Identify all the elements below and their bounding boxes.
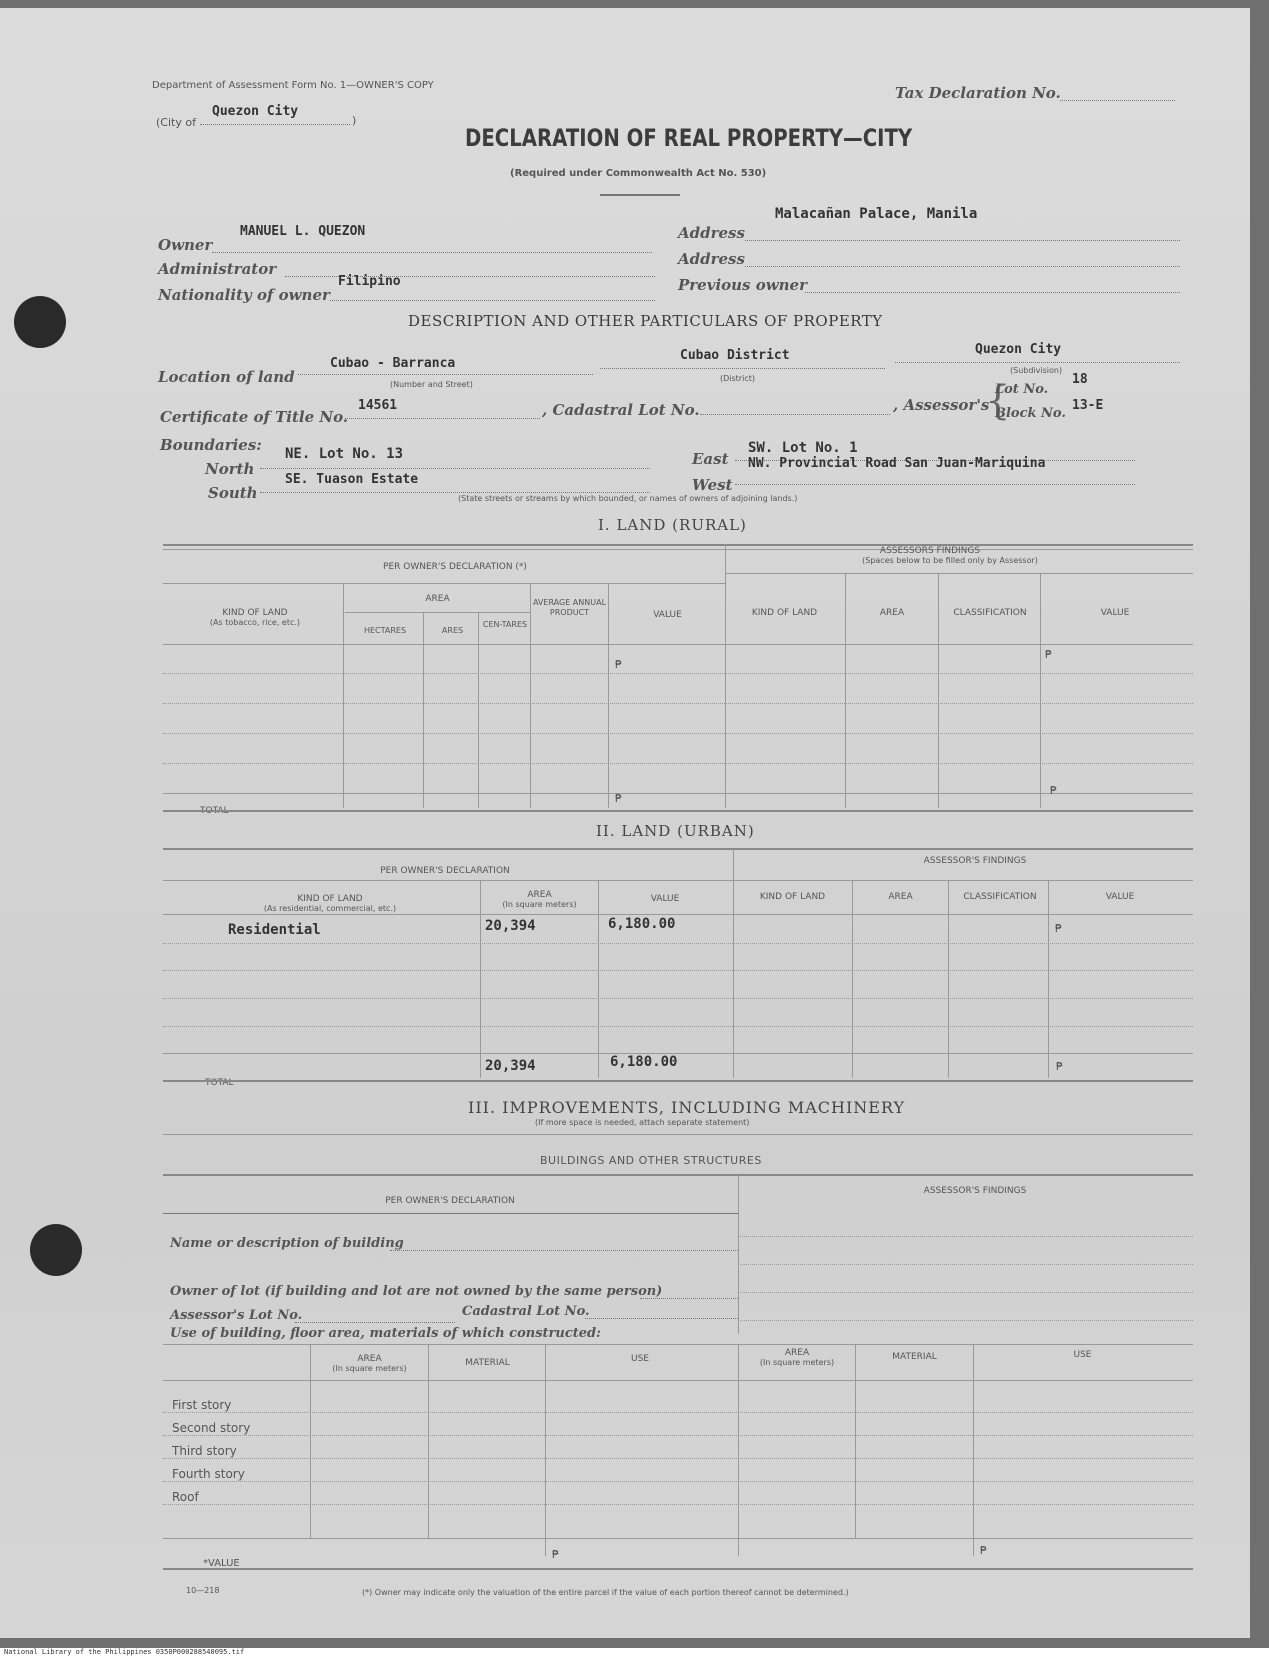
urban-row-value: 6,180.00: [608, 916, 676, 932]
owner-of-lot-label: Owner of lot (if building and lot are not owned by the same person): [170, 1284, 663, 1299]
rural-ares: ARES: [441, 626, 464, 635]
building-cadastral-label: Cadastral Lot No.: [462, 1304, 590, 1319]
description-heading: DESCRIPTION AND OTHER PARTICULARS OF PROPERTY: [408, 312, 883, 330]
rural-assessor: ASSESSORS FINDINGS: [879, 546, 981, 556]
lot-value: 18: [1072, 372, 1088, 387]
use-of-building-label: Use of building, floor area, materials of which constructed:: [170, 1326, 601, 1341]
a-story-material: MATERIAL: [892, 1352, 937, 1362]
rural-area-label: AREA: [425, 594, 450, 604]
title-label: Certificate of Title No.: [160, 408, 349, 426]
rural-value: VALUE: [653, 610, 682, 620]
a-story-area-note: (In square meters): [759, 1358, 835, 1367]
nationality-label: Nationality of owner: [158, 286, 330, 304]
south-label: South: [208, 484, 258, 502]
title-value: 14561: [358, 398, 398, 413]
footnote: (*) Owner may indicate only the valuation of the entire parcel if the value of each portion thereof cannot be determined.): [362, 1588, 849, 1597]
urban-total-value: 6,180.00: [610, 1054, 678, 1070]
street-caption: (Number and Street): [390, 380, 473, 389]
page-title: DECLARATION OF REAL PROPERTY—CITY: [465, 124, 913, 152]
previous-owner-label: Previous owner: [678, 276, 807, 294]
urban-peso-1: ₱: [1055, 922, 1062, 935]
location-label: Location of land: [158, 368, 295, 386]
story-roof: Roof: [172, 1490, 199, 1504]
improvements-owner-decl: PER OWNER'S DECLARATION: [385, 1196, 515, 1206]
rural-assessor-note: (Spaces below to be filled only by Assessor): [862, 556, 1038, 565]
improvements-heading: III. IMPROVEMENTS, INCLUDING MACHINERY: [468, 1098, 906, 1117]
urban-row-area: 20,394: [485, 918, 536, 934]
value-peso-1: ₱: [552, 1548, 559, 1561]
lot-label: Lot No.: [995, 382, 1049, 397]
urban-peso-total: ₱: [1056, 1060, 1063, 1073]
scan-footer: National Library of the Philippines 0350P000288540095.tif: [0, 1648, 1269, 1658]
urban-kind-label: KIND OF LAND: [297, 894, 363, 904]
tax-declaration-label: Tax Declaration No.: [895, 84, 1061, 102]
form-line: Department of Assessment Form No. 1—OWNER'S COPY: [152, 80, 434, 91]
rural-owner-decl: PER OWNER'S DECLARATION (*): [383, 562, 527, 572]
west-value: NW. Provincial Road San Juan-Mariquina: [748, 456, 1046, 471]
improvements-note: (If more space is needed, attach separate statement): [535, 1118, 750, 1127]
address-label: Address: [678, 224, 745, 242]
rural-kind-note: (As tobacco, rice, etc.): [209, 618, 301, 627]
rural-kind-label: KIND OF LAND: [222, 608, 288, 618]
rural-avg-product: AVERAGE ANNUAL PRODUCT: [532, 598, 607, 617]
building-name-label: Name or description of building: [170, 1236, 404, 1251]
south-value: SE. Tuason Estate: [285, 472, 419, 487]
story-first: First story: [172, 1398, 232, 1412]
owner-value: MANUEL L. QUEZON: [240, 224, 366, 239]
rural-centares: CEN-TARES: [482, 620, 528, 629]
story-material: MATERIAL: [465, 1358, 510, 1368]
rural-heading: I. LAND (RURAL): [598, 516, 747, 534]
block-value: 13-E: [1072, 398, 1104, 413]
block-label: Block No.: [995, 406, 1066, 421]
district-value: Cubao District: [680, 348, 790, 363]
address2-label: Address: [678, 250, 745, 268]
a-story-use: USE: [1073, 1350, 1092, 1360]
urban-a-kind: KIND OF LAND: [759, 892, 826, 902]
urban-total-area: 20,394: [485, 1058, 536, 1074]
page-subtitle: (Required under Commonwealth Act No. 530): [510, 168, 767, 179]
east-label: East: [692, 450, 729, 468]
story-third: Third story: [172, 1444, 237, 1458]
urban-area-note: (In square meters): [502, 900, 577, 909]
west-label: West: [692, 476, 733, 494]
nationality-value: Filipino: [338, 274, 401, 289]
story-fourth: Fourth story: [172, 1467, 245, 1481]
value-peso-2: ₱: [980, 1544, 987, 1557]
story-second: Second story: [172, 1421, 251, 1435]
urban-a-class: CLASSIFICATION: [963, 892, 1037, 902]
boundaries-label: Boundaries:: [160, 436, 262, 454]
city-value: Quezon City: [212, 104, 299, 119]
punch-hole-bottom: [30, 1224, 82, 1276]
address-value: Malacañan Palace, Manila: [775, 206, 978, 222]
administrator-label: Administrator: [158, 260, 277, 278]
urban-value: VALUE: [650, 894, 680, 904]
assessors-lot-label: Assessor's Lot No.: [170, 1308, 303, 1323]
value-label: *VALUE: [203, 1558, 240, 1569]
rural-peso-1: ₱: [615, 658, 622, 671]
a-story-area-label: AREA: [784, 1348, 810, 1358]
subdivision-caption: (Subdivision): [1010, 366, 1063, 375]
punch-hole-top: [14, 296, 66, 348]
city-suffix: ): [352, 114, 357, 127]
urban-area-label: AREA: [527, 890, 552, 900]
form-number: 10—218: [186, 1586, 220, 1595]
rural-total-label: TOTAL: [200, 806, 229, 816]
east-value: SW. Lot No. 1: [748, 440, 858, 456]
story-area-note: (In square meters): [332, 1364, 407, 1373]
urban-heading: II. LAND (URBAN): [596, 822, 755, 840]
urban-a-area: AREA: [888, 892, 913, 902]
buildings-heading: BUILDINGS AND OTHER STRUCTURES: [540, 1154, 762, 1167]
improvements-assessor: ASSESSOR'S FINDINGS: [923, 1186, 1027, 1196]
north-label: North: [205, 460, 255, 478]
city-prefix: (City of: [156, 116, 196, 129]
urban-row-kind: Residential: [228, 922, 321, 938]
north-value: NE. Lot No. 13: [285, 446, 404, 462]
document-page: Department of Assessment Form No. 1—OWNER'S COPY (City of Quezon City ) Tax Declaration No. DECLARATION OF REAL PROPERTY—CITY (Required under Commonwealth Act No. 530) Owner MANUEL L. QUEZON Address Malacañan Palace, Manila Administrator Address Nationality of owner Filipino Previous owner DESCRIPTION AND OTHER PARTICULARS OF PROPERTY Location of land Cubao - Barranca (Number and Street) Cubao District (District) Quezon City (Subdivision) Certificate of Title No. 14561 , Cadastral Lot No. , Assessor's { Lot No. 18 Block No. 13-E Boundaries: North NE. Lot No. 13 East SW. Lot No. 1 South SE. Tuason Estate West NW. Provincial Road San Juan-Mariquina (State streets or streams by which bounded, or names of owners of adjoining lands.) I. LAND (RURAL) PER OWNER'S DECLARATION (*) ASSESSORS FINDINGS (Spaces below to be filled only by Assessor) AREA KIND OF LAND (As tobacco, rice, etc.) HECTARES ARES CEN-TARES AVERAGE ANNUAL PRODUCT VALUE KIND OF LAND AREA CLASSIFICATION VALUE ₱ ₱ TOTAL ₱ ₱ II. LAND (URBAN) PER OWNER'S DECLARATION ASSESSOR'S FINDINGS KIND OF LAND (As residential, commercial, etc.) AREA (In square meters) VALUE KIND OF LAND AREA CLASSIFICATION VALUE Residential 20,394 6,180.00 ₱ TOTAL 20,394 6,180.00 ₱ III. IMPROVEMENTS, INCLUDING MACHINERY (If more space is needed, attach separate statement) BUILDINGS AND OTHER STRUCTURES PER OWNER'S DECLARATION ASSESSOR'S FINDINGS Name or description of building Owner of lot (if building and lot are not owned by the same person) Assessor's Lot No. Cadastral Lot No. Use of building, floor area, materials of which constructed: AREA (In square meters) MATERIAL USE AREA (In square meters) MATERIAL USE First story Second story Third story Fourth story Roof *VALUE ₱ ₱ 10—218 (*) Owner may indicate only the valuation of the entire parcel if the value of each portion thereof cannot be determined.): [0, 8, 1250, 1638]
subdivision-value: Quezon City: [975, 342, 1062, 357]
rural-a-value: VALUE: [1100, 608, 1130, 618]
urban-owner-decl: PER OWNER'S DECLARATION: [380, 866, 510, 876]
street-value: Cubao - Barranca: [330, 356, 456, 371]
rural-peso-2: ₱: [1045, 648, 1052, 661]
rural-peso-total-2: ₱: [1050, 784, 1057, 797]
story-use: USE: [631, 1354, 649, 1364]
district-caption: (District): [720, 374, 755, 383]
rural-peso-total: ₱: [615, 792, 622, 805]
rural-a-kind: KIND OF LAND: [751, 608, 818, 618]
urban-kind-note: (As residential, commercial, etc.): [263, 904, 397, 913]
assessors-label: , Assessor's: [893, 396, 990, 414]
story-area-label: AREA: [357, 1354, 382, 1364]
boundary-note: (State streets or streams by which bounded, or names of owners of adjoining lands.): [458, 494, 798, 503]
rural-a-area: AREA: [879, 608, 905, 618]
rural-a-class: CLASSIFICATION: [953, 608, 1027, 618]
owner-label: Owner: [158, 236, 213, 254]
rural-hectares: HECTARES: [363, 626, 407, 635]
urban-total-label: TOTAL: [205, 1078, 234, 1088]
cadastral-label: , Cadastral Lot No.: [542, 401, 700, 419]
urban-assessor: ASSESSOR'S FINDINGS: [923, 856, 1027, 866]
urban-a-value: VALUE: [1105, 892, 1135, 902]
